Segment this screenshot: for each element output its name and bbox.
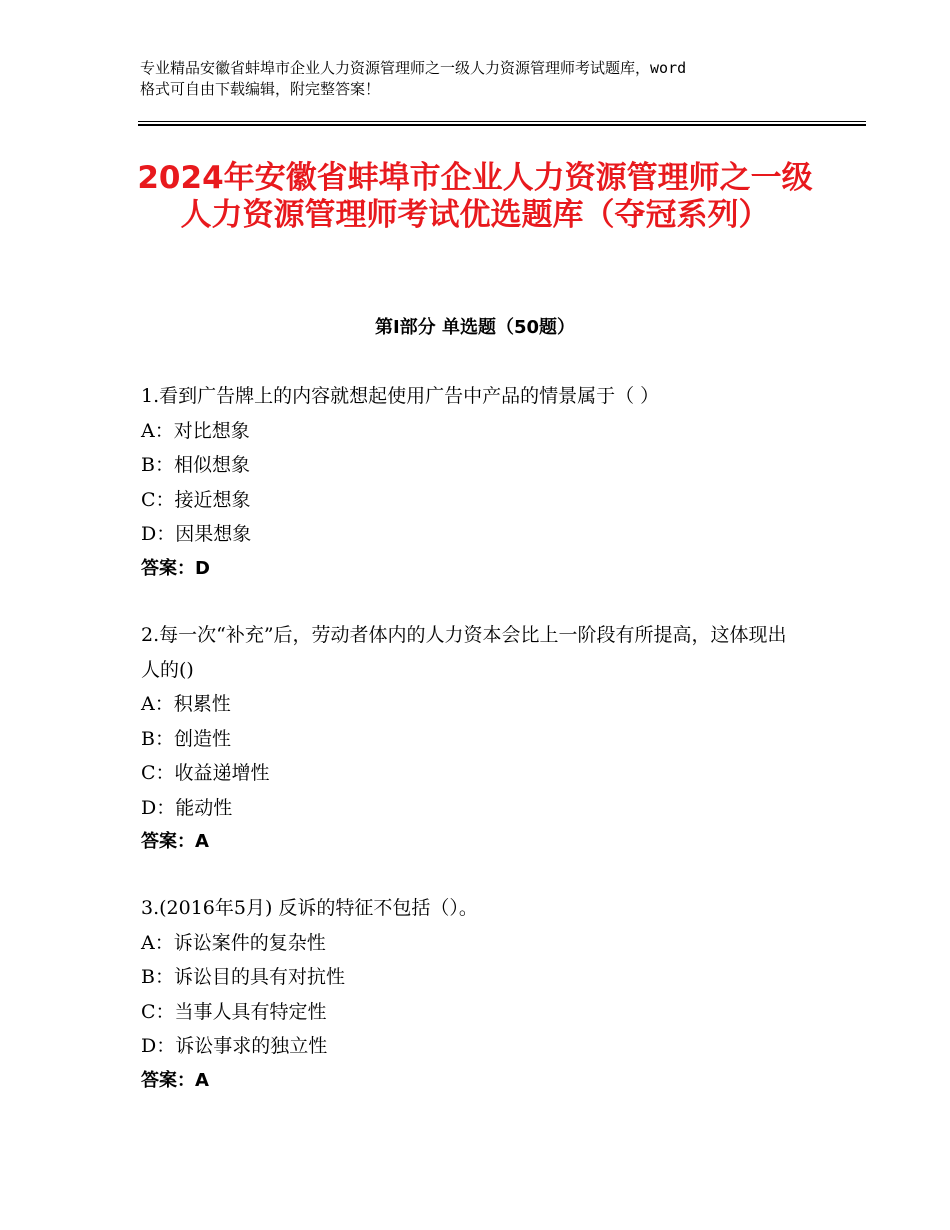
- option-c: C：当事人具有特定性: [141, 1000, 327, 1023]
- answer: 答案：A: [141, 831, 209, 852]
- section-title: 第Ⅰ部分 单选题（50题）: [374, 317, 575, 338]
- option-c: C：接近想象: [141, 488, 251, 511]
- question-1: [141, 379, 801, 586]
- option-a: A：诉讼案件的复杂性: [141, 931, 326, 954]
- option-d: D：诉讼事求的独立性: [141, 1035, 328, 1057]
- option-b: B：创造性: [141, 727, 231, 750]
- header-divider-thin: [138, 121, 866, 122]
- document-title: 2024年安徽省蚌埠市企业人力资源管理师之一级人力资源管理师考试优选题库（夺冠系列）: [137, 160, 813, 233]
- option-a: A：对比想象: [141, 419, 250, 442]
- option-a: A：积累性: [141, 693, 231, 715]
- question-3: [141, 891, 801, 1098]
- header-divider-thick: [138, 124, 866, 126]
- answer: 答案：A: [141, 1069, 209, 1091]
- option-b: B：诉讼目的具有对抗性: [141, 966, 345, 988]
- option-d: D：因果想象: [141, 523, 252, 545]
- option-c: C：收益递增性: [141, 762, 270, 784]
- answer: 答案：D: [141, 557, 210, 579]
- header-note: [140, 58, 830, 100]
- header-note-line-2: 格式可自由下载编辑，附完整答案！: [140, 80, 381, 98]
- question-stem: 2.每一次“补充”后，劳动者体内的人力资本会比上一阶段有所提高，这体现出人的(): [141, 624, 787, 681]
- header-note-line-1: 专业精品安徽省蚌埠市企业人力资源管理师之一级人力资源管理师考试题库，word: [140, 59, 687, 77]
- question-2: [141, 618, 801, 860]
- question-stem: 3.(2016年5月) 反诉的特征不包括（）。: [141, 897, 478, 919]
- option-b: B：相似想象: [141, 454, 250, 476]
- option-d: D：能动性: [141, 796, 233, 819]
- question-stem: 1.看到广告牌上的内容就想起使用广告中产品的情景属于（ ）: [141, 385, 660, 407]
